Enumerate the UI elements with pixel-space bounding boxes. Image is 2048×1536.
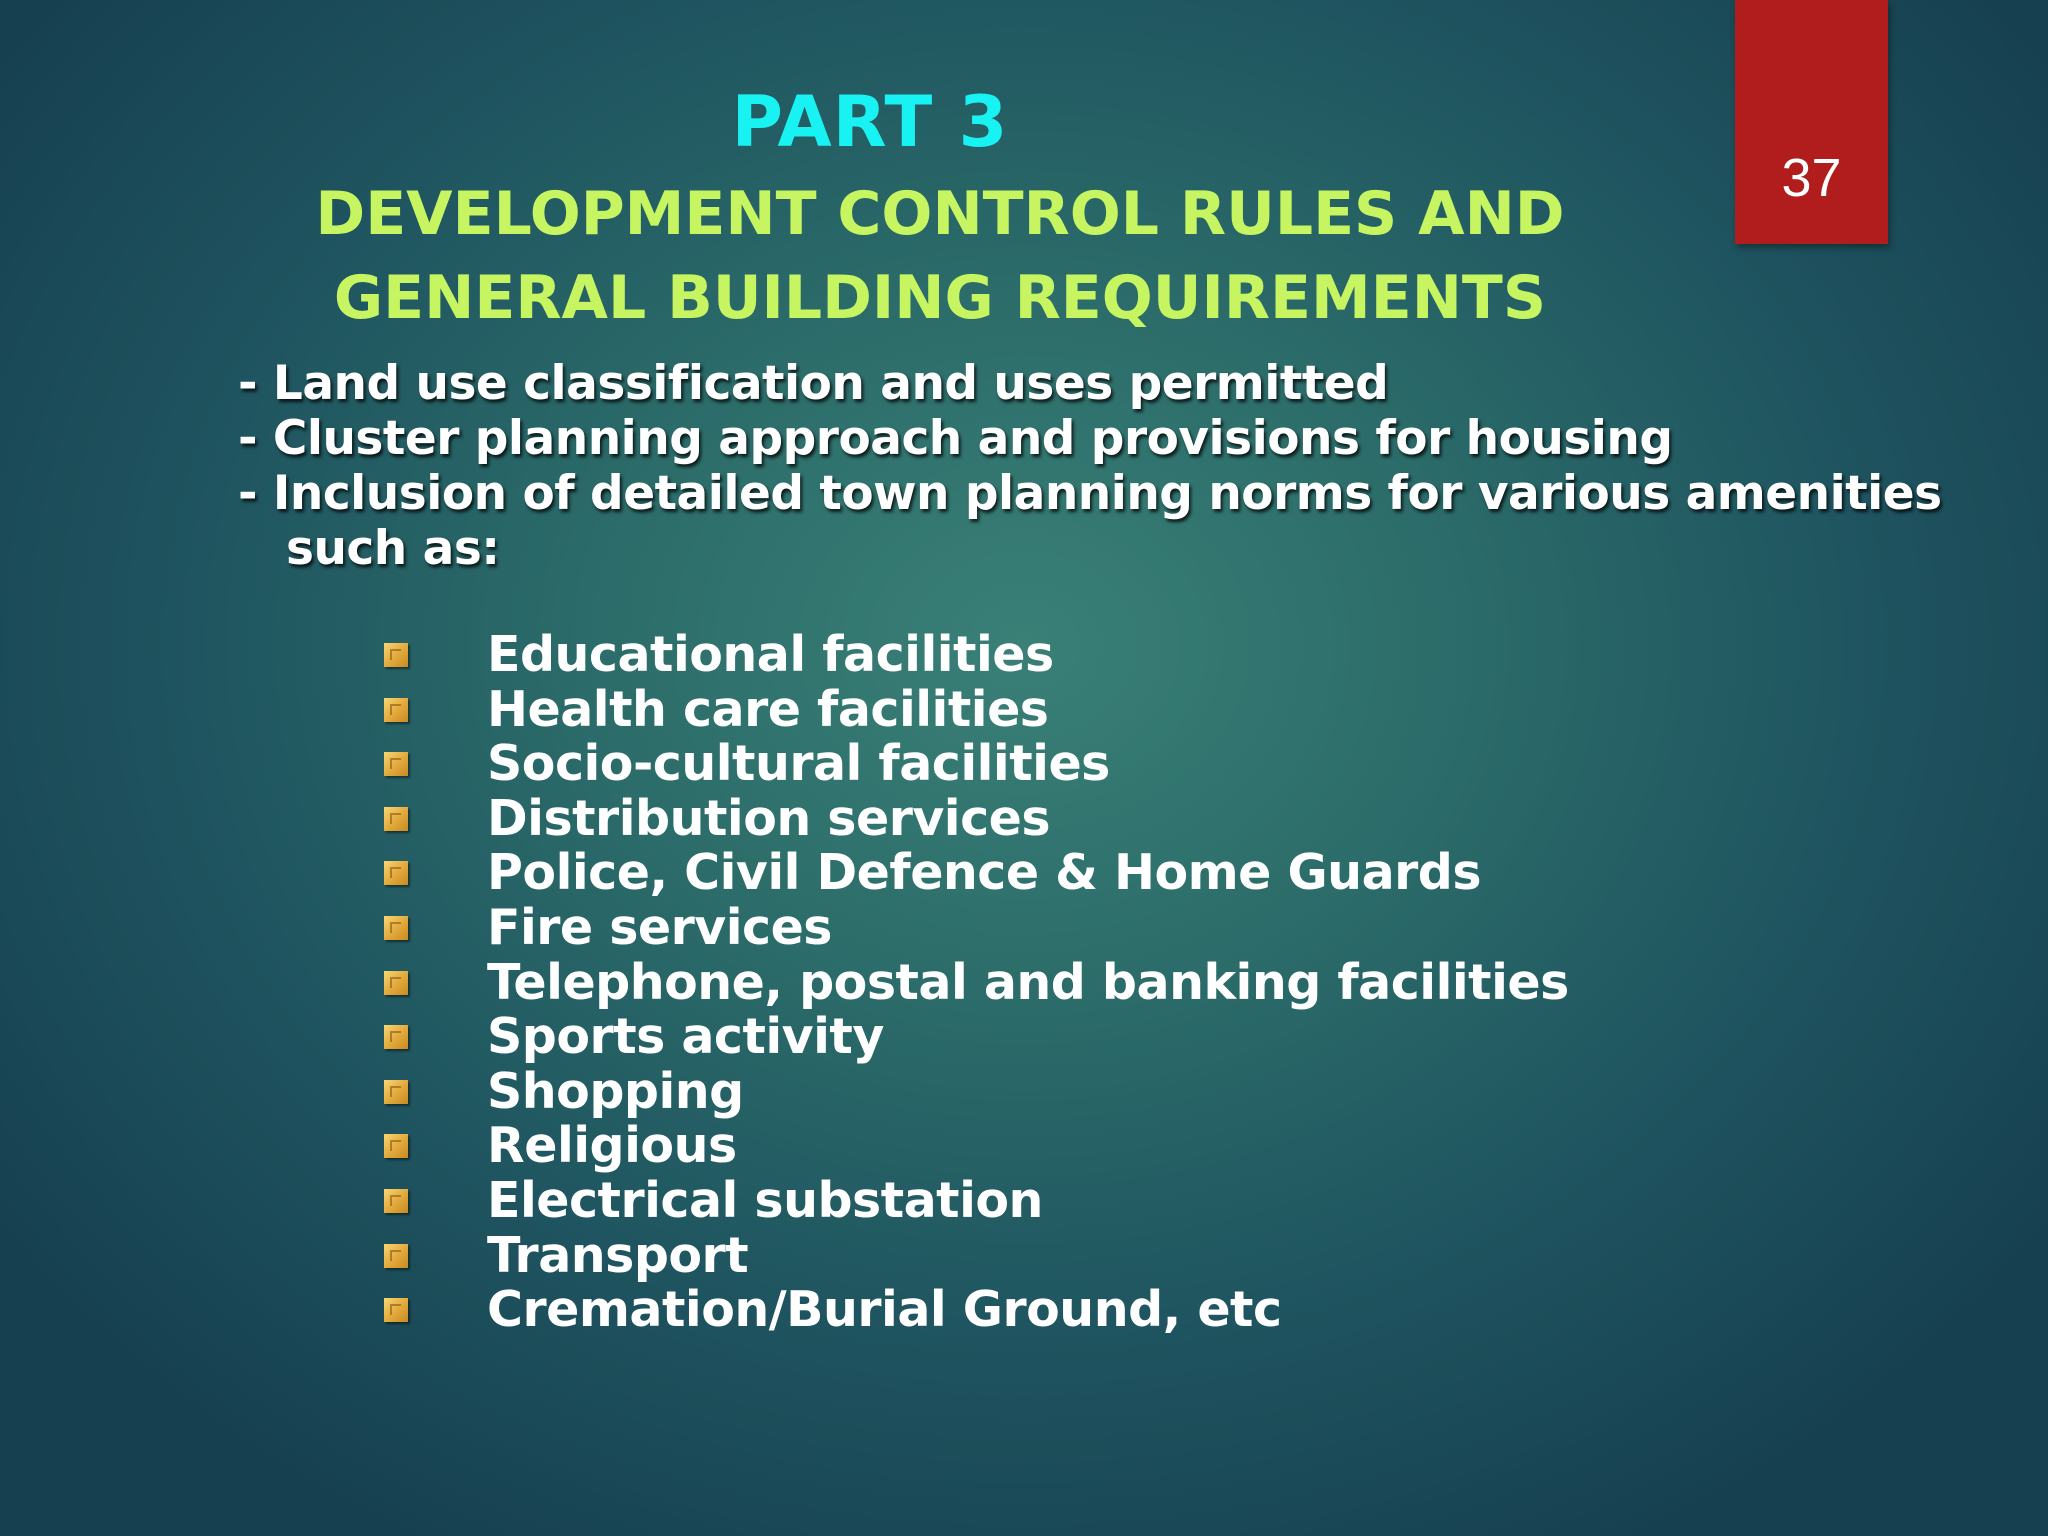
amenity-label: Shopping <box>487 1062 744 1120</box>
page-number: 37 <box>1781 148 1842 208</box>
slide-title-line-2: GENERAL BUILDING REQUIREMENTS <box>333 263 1547 333</box>
square-bullet-icon <box>384 1080 408 1104</box>
amenity-label: Telephone, postal and banking facilities <box>487 953 1569 1011</box>
slide-title-line-1: DEVELOPMENT CONTROL RULES AND <box>315 179 1565 249</box>
intro-line: - Inclusion of detailed town planning norms for various amenities <box>238 466 1942 521</box>
square-bullet-icon <box>384 1134 408 1158</box>
amenity-label: Electrical substation <box>487 1171 1043 1229</box>
intro-list <box>238 356 2018 576</box>
amenity-label: Religious <box>487 1117 737 1175</box>
intro-line: - Cluster planning approach and provisions for housing <box>238 411 1673 466</box>
square-bullet-icon <box>384 1244 408 1268</box>
intro-line: - Land use classification and uses permitted <box>238 356 1389 411</box>
square-bullet-icon <box>384 971 408 995</box>
amenity-label: Distribution services <box>487 789 1051 847</box>
square-bullet-icon <box>384 1298 408 1322</box>
intro-line: such as: <box>286 521 500 576</box>
amenity-label: Police, Civil Defence & Home Guards <box>487 844 1482 902</box>
square-bullet-icon <box>384 643 408 667</box>
square-bullet-icon <box>384 807 408 831</box>
amenity-label: Fire services <box>487 898 832 956</box>
square-bullet-icon <box>384 1025 408 1049</box>
amenity-label: Transport <box>487 1226 749 1284</box>
part-title: PART 3 <box>731 81 1009 163</box>
square-bullet-icon <box>384 916 408 940</box>
square-bullet-icon <box>384 752 408 776</box>
amenity-label: Cremation/Burial Ground, etc <box>487 1281 1282 1339</box>
amenity-label: Socio-cultural facilities <box>487 735 1110 793</box>
square-bullet-icon <box>384 861 408 885</box>
amenity-label: Sports activity <box>487 1008 884 1066</box>
amenity-label: Educational facilities <box>487 626 1054 683</box>
square-bullet-icon <box>384 698 408 722</box>
square-bullet-icon <box>384 1189 408 1213</box>
slide-title <box>0 172 1880 340</box>
amenity-label: Health care facilities <box>487 680 1049 738</box>
